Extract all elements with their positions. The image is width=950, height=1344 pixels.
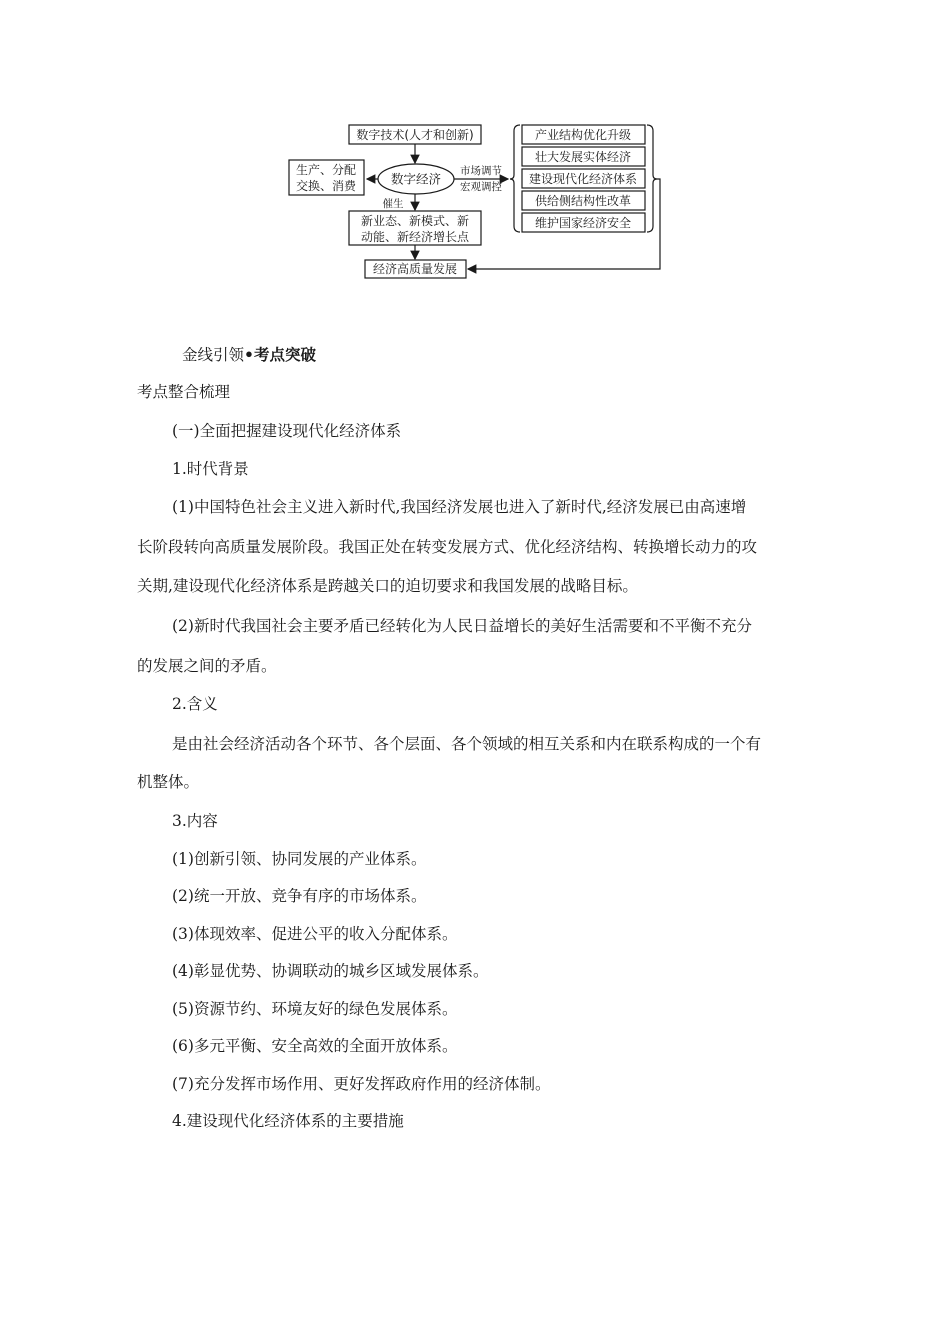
p3-item-5: (5)资源节约、环境友好的绿色发展体系。 <box>172 1000 458 1018</box>
down-label: 催生 <box>382 198 404 210</box>
economy-diagram <box>0 0 950 290</box>
p1-title: 1.时代背景 <box>172 460 249 478</box>
right-item-1: 产业结构优化升级 <box>534 128 632 142</box>
p1-a-line-1: (1)中国特色社会主义进入新时代,我国经济发展也进入了新时代,经济发展已由高速增 <box>172 498 747 516</box>
right-bracket-right <box>647 125 657 232</box>
center-text: 数字经济 <box>390 171 442 187</box>
heading-part1: 金线引领 <box>182 346 245 364</box>
p3-item-6: (6)多元平衡、安全高效的全面开放体系。 <box>172 1037 458 1055</box>
p2-title: 2.含义 <box>172 695 218 713</box>
left-box-line-1: 生产、分配 <box>295 163 357 177</box>
p3-item-2: (2)统一开放、竞争有序的市场体系。 <box>172 887 427 905</box>
p2-line-1: 是由社会经济活动各个环节、各个层面、各个领域的相互关系和内在联系构成的一个有 <box>172 735 762 753</box>
bottom-box-text: 经济高质量发展 <box>372 262 458 276</box>
p4-title: 4.建设现代化经济体系的主要措施 <box>172 1112 404 1130</box>
right-bracket-left <box>510 125 520 232</box>
heading-part2: 考点突破 <box>253 345 316 364</box>
arrow-label-top: 市场调节 <box>460 165 502 177</box>
arrow-label-bottom: 宏观调控 <box>460 181 502 193</box>
right-item-2: 壮大发展实体经济 <box>534 150 632 164</box>
right-item-4: 供给侧结构性改革 <box>534 194 632 208</box>
p1-a-line-2: 长阶段转向高质量发展阶段。我国正处在转变发展方式、优化经济结构、转换增长动力的攻 <box>137 538 758 556</box>
p1-b-line-2: 的发展之间的矛盾。 <box>137 657 277 675</box>
p2-line-2: 机整体。 <box>137 773 200 791</box>
heading-dot: • <box>244 345 254 364</box>
middle-box-line-2: 动能、新经济增长点 <box>360 230 470 244</box>
left-box-line-2: 交换、消费 <box>295 179 357 193</box>
top-box-text: 数字技术(人才和创新) <box>356 128 474 142</box>
p1-a-line-3: 关期,建设现代化经济体系是跨越关口的迫切要求和我国发展的战略目标。 <box>137 577 638 595</box>
right-item-5: 维护国家经济安全 <box>534 216 632 230</box>
right-item-3: 建设现代化经济体系 <box>528 172 638 186</box>
middle-box-line-1: 新业态、新模式、新 <box>360 214 470 228</box>
subsection-title: (一)全面把握建设现代化经济体系 <box>172 422 402 440</box>
section-title: 考点整合梳理 <box>137 383 231 401</box>
p3-item-1: (1)创新引领、协同发展的产业体系。 <box>172 850 427 868</box>
p3-item-4: (4)彰显优势、协调联动的城乡区域发展体系。 <box>172 962 489 980</box>
p3-title: 3.内容 <box>172 812 218 830</box>
heading <box>182 344 316 366</box>
p3-item-3: (3)体现效率、促进公平的收入分配体系。 <box>172 925 458 943</box>
p3-item-7: (7)充分发挥市场作用、更好发挥政府作用的经济体制。 <box>172 1075 551 1093</box>
p1-b-line-1: (2)新时代我国社会主要矛盾已经转化为人民日益增长的美好生活需要和不平衡不充分 <box>172 617 752 635</box>
